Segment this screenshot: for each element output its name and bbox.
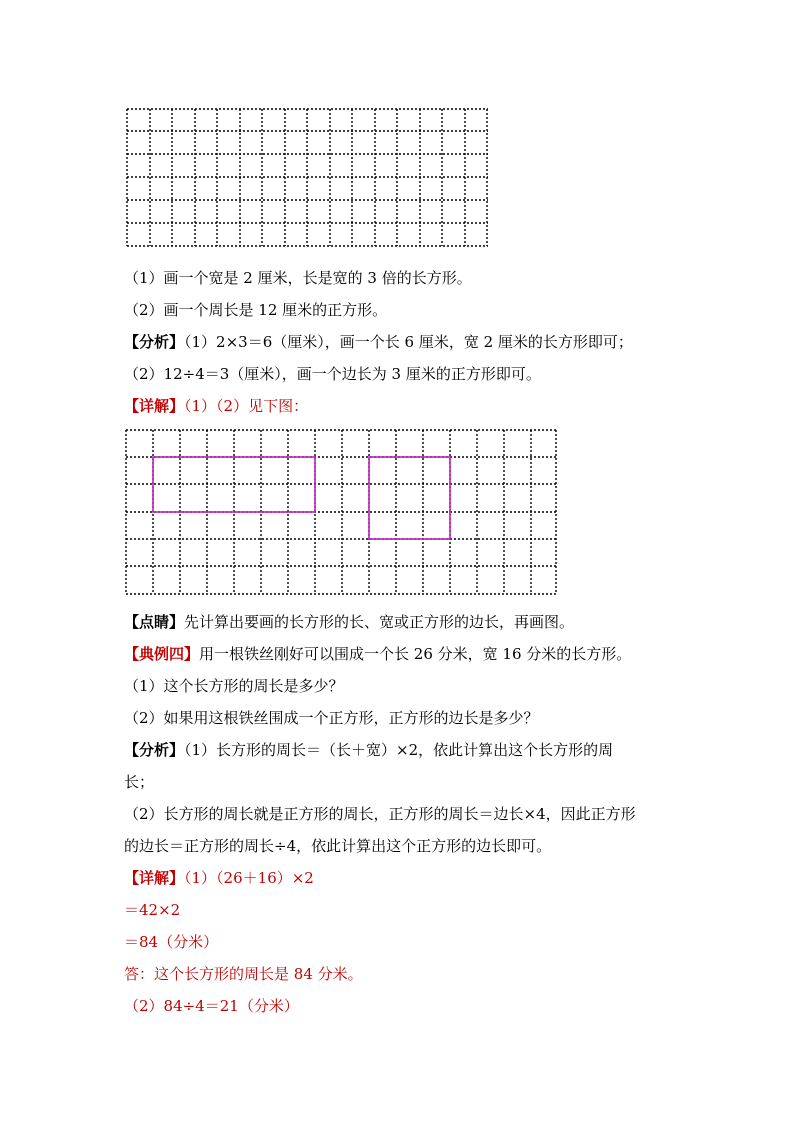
problem4-detail-line [124, 868, 314, 888]
answer-line: 答：这个长方形的周长是 84 分米。 [124, 965, 363, 983]
detail-text: （1）（26＋16）×2 [184, 869, 314, 887]
problem3-question-1: （1）画一个宽是 2 厘米，长是宽的 3 倍的长方形。 [124, 269, 472, 287]
analysis-text: （1）长方形的周长＝（长＋宽）×2，依此计算出这个长方形的周 [184, 741, 614, 759]
answer-dotted-grid [124, 426, 564, 598]
problem4-stem: 用一根铁丝刚好可以围成一个长 26 分米，宽 16 分米的长方形。 [199, 645, 632, 663]
example-tag: 【典例四】 [124, 645, 200, 663]
detail-tag: 【详解】 [124, 397, 185, 415]
problem4-stem-line [124, 644, 631, 664]
problem4-question-2: （2）如果用这根铁丝围成一个正方形，正方形的边长是多少？ [124, 709, 539, 727]
problem3-analysis-line-2: （2）12÷4＝3（厘米），画一个边长为 3 厘米的正方形即可。 [124, 365, 541, 383]
problem3-analysis-line-1 [124, 332, 633, 352]
calc-step-2: ＝84（分米） [124, 933, 219, 951]
problem3-question-2: （2）画一个周长是 12 厘米的正方形。 [124, 301, 388, 319]
drawn-square [369, 457, 450, 539]
detail-2-line: （2）84÷4＝21（分米） [124, 997, 299, 1015]
problem4-analysis-line-4: 的边长＝正方形的周长÷4，依此计算出这个正方形的边长即可。 [124, 837, 552, 855]
problem3-tip-line [124, 612, 574, 632]
problem4-analysis-line-3: （2）长方形的周长就是正方形的周长，正方形的周长＝边长×4，因此正方形 [124, 805, 636, 823]
tip-tag: 【点睛】 [124, 613, 185, 631]
empty-dotted-grid [124, 104, 494, 250]
detail-text: （1）（2）见下图： [184, 397, 309, 415]
problem3-detail-line [124, 396, 308, 416]
analysis-tag: 【分析】 [124, 333, 185, 351]
detail-tag: 【详解】 [124, 869, 185, 887]
tip-text: 先计算出要画的长方形的长、宽或正方形的边长，再画图。 [184, 613, 575, 631]
analysis-tag: 【分析】 [124, 741, 185, 759]
problem4-analysis-line-2: 长； [124, 773, 155, 791]
problem4-analysis-line-1 [124, 740, 613, 760]
analysis-text: （1）2×3＝6（厘米），画一个长 6 厘米，宽 2 厘米的长方形即可； [184, 333, 633, 351]
calc-step-1: ＝42×2 [124, 901, 181, 919]
problem4-question-1: （1）这个长方形的周长是多少？ [124, 677, 344, 695]
